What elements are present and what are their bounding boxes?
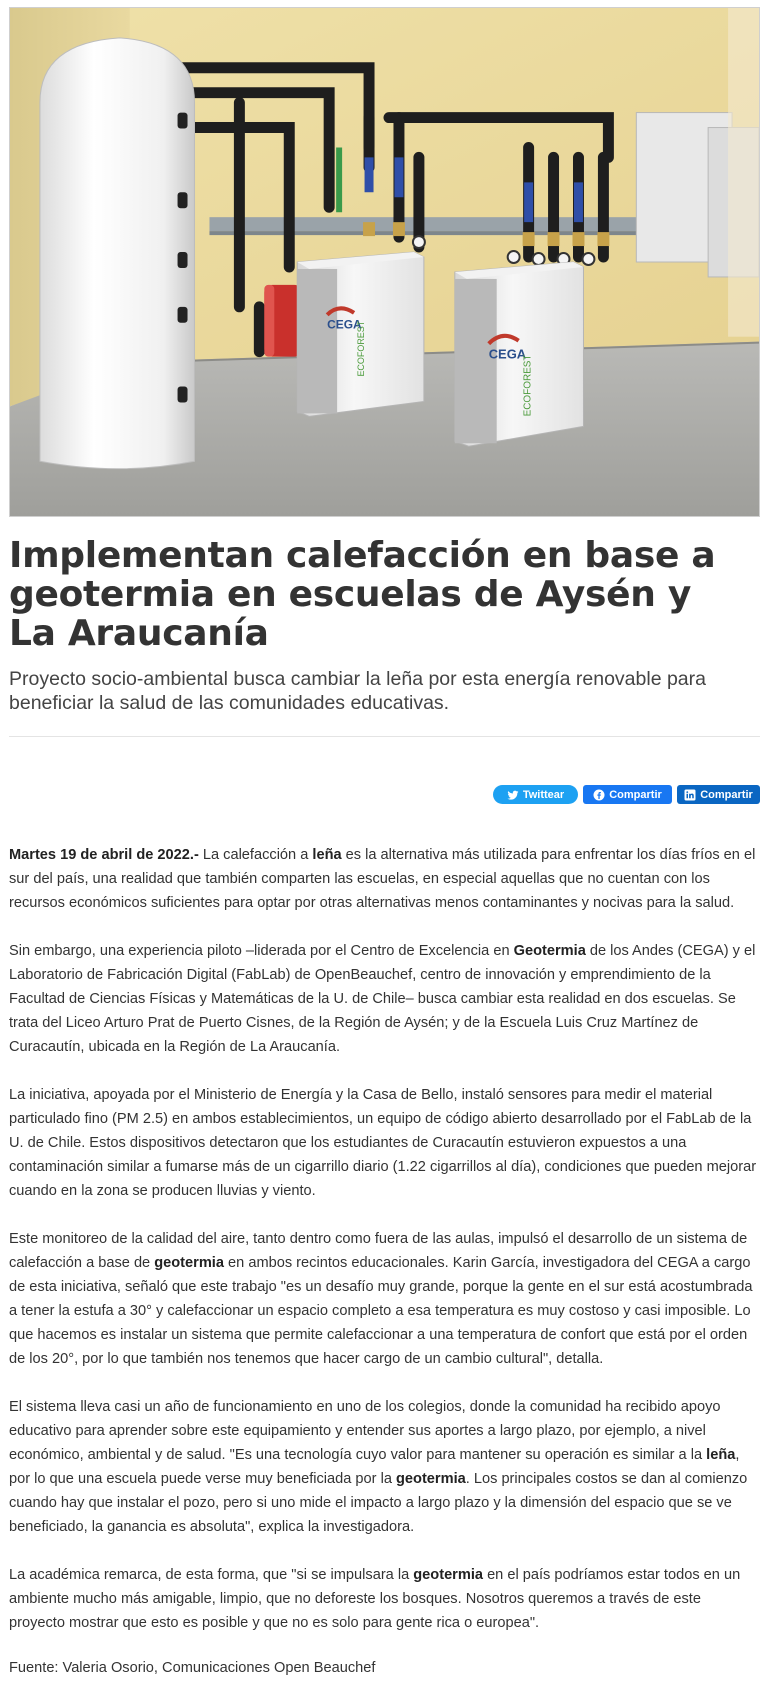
article-paragraph <box>9 1083 760 1203</box>
article-paragraph <box>9 843 760 915</box>
linkedin-in-icon <box>684 789 696 801</box>
text-run: Este monitoreo de la calidad del aire, tanto dentro como fuera de las aulas, impulsó el desarrollo de un sistema de calefacción a base de <box>9 1231 748 1271</box>
text-run: en ambos recintos educacionales. Karin García, investigadora del CEGA a cargo de esta iniciativa, señaló que este trabajo "es un desafío muy grande, porque la gente en el sur está acostumbrada a tener la estufa a 30° y calefaccionar un espacio completo a esa temperatura es muy costoso y casi imposible. Lo que hacemos es instalar un sistema que permite calefaccionar a una temperatura de confort que está por el orden de los 20°, por lo que también nos tenemos que hacer cargo de un cambio cultural", detalla. <box>9 1255 753 1367</box>
bold-text: geotermia <box>396 1471 466 1487</box>
divider <box>9 736 760 737</box>
text-run: de los Andes (CEGA) y el Laboratorio de Fabricación Digital (FabLab) de OpenBeauchef, centro de innovación y emprendimiento de la Facultad de Ciencias Físicas y Matemáticas de la U. de Chile– busca cambiar esta realidad en dos escuelas. Se trata del Liceo Arturo Prat de Puerto Cisnes, de la Región de Aysén; y de la Escuela Luis Cruz Martínez de Curacautín, ubicada en la Región de La Araucanía. <box>9 943 756 1055</box>
twitter-bird-icon <box>507 789 519 801</box>
facebook-f-icon <box>593 789 605 801</box>
text-run: en el país podríamos estar todos en un ambiente mucho más amigable, limpio, que no deforeste los bosques. Nosotros queremos a través de este proyecto mostrar que esto es posible y que no es solo para gente rica o europea". <box>9 1567 741 1631</box>
text-run: La iniciativa, apoyada por el Ministerio de Energía y la Casa de Bello, instaló sensores para medir el material particulado fino (PM 2.5) en ambos establecimientos, un equipo de código abierto desarrollado por el FabLab de la U. de Chile. Estos dispositivos detectaron que los estudiantes de Curacautín estuvieron expuestos a una contaminación similar a fumarse más de un cigarrillo diario (1.22 cigarrillos al día), condiciones que pueden mejorar cuando en la zona se producen lluvias y viento. <box>9 1087 757 1199</box>
facebook-share-label: Compartir <box>609 788 662 801</box>
text-run: es la alternativa más utilizada para enfrentar los días fríos en el sur del país, una realidad que también comparten las escuelas, en especial aquellas que no cuentan con los recursos económicos suficientes para optar por otras alternativas menos contaminantes y nocivas para la salud. <box>9 847 756 911</box>
text-run: El sistema lleva casi un año de funcionamiento en uno de los colegios, donde la comunidad ha recibido apoyo educativo para aprender sobre este equipamiento y entender sus aportes a largo plazo, por ejemplo, a nivel económico, ambiental y de salud. "Es una tecnología cuyo valor para mantener su operación es similar a la <box>9 1399 721 1463</box>
article-paragraph <box>9 1395 760 1539</box>
page-subtitle: Proyecto socio-ambiental busca cambiar la leña por esta energía renovable para beneficiar la salud de las comunidades educativas. <box>9 668 706 714</box>
bold-text: geotermia <box>154 1255 224 1271</box>
bold-text: leña <box>706 1447 736 1463</box>
text-run: , por lo que una escuela puede verse muy beneficiada por la <box>9 1447 740 1487</box>
article-source: Fuente: Valeria Osorio, Comunicaciones Open Beauchef <box>9 1660 376 1676</box>
text-run: . Los principales costos se dan al comienzo cuando hay que instalar el pozo, pero si uno mide el impacto a largo plazo y la dimensión del espacio que se ve beneficiado, la ganancia es absoluta", explica la investigadora. <box>9 1471 748 1535</box>
facebook-share-button[interactable] <box>583 785 672 804</box>
svg-text:ECOFOREST: ECOFOREST <box>356 320 367 377</box>
geothermal-heat-pumps-photo <box>10 8 759 516</box>
hero-photo <box>9 7 760 517</box>
bold-text: Geotermia <box>513 943 586 959</box>
svg-text:CEGA: CEGA <box>488 346 527 362</box>
bold-text: Martes 19 de abril de 2022.- <box>9 847 199 863</box>
bold-text: leña <box>312 847 342 863</box>
linkedin-share-button[interactable] <box>677 785 760 804</box>
article-paragraph <box>9 939 760 1059</box>
article-paragraph <box>9 1563 760 1635</box>
svg-text:CEGA: CEGA <box>327 317 362 332</box>
linkedin-share-label: Compartir <box>700 788 753 801</box>
svg-text:ECOFOREST: ECOFOREST <box>522 354 534 417</box>
twitter-share-label: Twittear <box>522 788 565 801</box>
twitter-share-button[interactable] <box>493 785 578 804</box>
bold-text: geotermia <box>413 1567 484 1583</box>
text-run: Sin embargo, una experiencia piloto –liderada por el Centro de Excelencia en <box>9 943 514 959</box>
page-title: Implementan calefacción en base a geotermia en escuelas de Aysén y La Araucanía <box>9 535 716 654</box>
text-run: La calefacción a <box>198 847 313 863</box>
article-body <box>9 843 760 1659</box>
text-run: La académica remarca, de esta forma, que "si se impulsara la <box>9 1567 414 1583</box>
article-paragraph <box>9 1227 760 1371</box>
